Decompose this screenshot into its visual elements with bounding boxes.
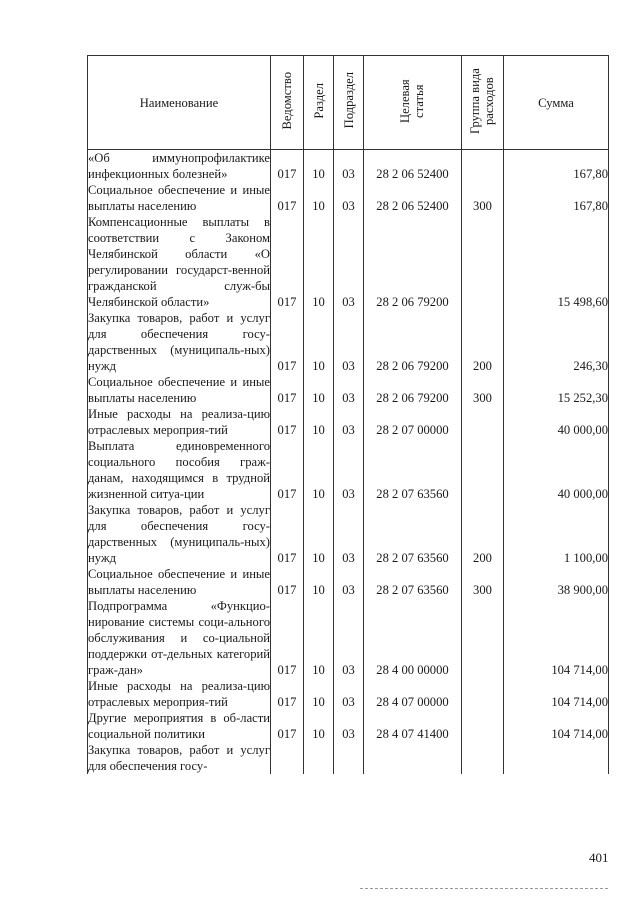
cell-section: 10 bbox=[304, 374, 334, 406]
cell-section: 10 bbox=[304, 598, 334, 678]
header-target-label: Целевая статья bbox=[397, 78, 426, 123]
table-row bbox=[88, 678, 609, 710]
cell-sum: 38 900,00 bbox=[504, 566, 609, 598]
cell-section bbox=[304, 742, 334, 774]
cell-target: 28 4 07 41400 bbox=[364, 710, 462, 742]
cell-group bbox=[462, 150, 504, 183]
cell-dept: 017 bbox=[271, 374, 304, 406]
header-target bbox=[364, 56, 462, 150]
budget-table bbox=[87, 55, 609, 774]
table-row bbox=[88, 502, 609, 566]
cell-dept: 017 bbox=[271, 214, 304, 310]
cell-sum: 104 714,00 bbox=[504, 678, 609, 710]
cell-group bbox=[462, 598, 504, 678]
cell-section: 10 bbox=[304, 710, 334, 742]
cell-target: 28 2 06 52400 bbox=[364, 182, 462, 214]
cell-subsection: 03 bbox=[334, 438, 364, 502]
cell-name: Закупка товаров, работ и услуг для обеспечения госу- bbox=[88, 743, 270, 773]
cell-section: 10 bbox=[304, 310, 334, 374]
cell-subsection: 03 bbox=[334, 678, 364, 710]
cell-target: 28 2 06 79200 bbox=[364, 374, 462, 406]
table-row bbox=[88, 742, 609, 774]
table-row bbox=[88, 310, 609, 374]
header-sum: Сумма bbox=[504, 56, 609, 150]
header-name: Наименование bbox=[88, 56, 271, 150]
cell-target: 28 2 06 52400 bbox=[364, 150, 462, 183]
cell-name: Другие мероприятия в об-ласти социальной политики bbox=[88, 711, 270, 741]
cell-name: «Об иммунопрофилактике инфекционных болезней» bbox=[88, 151, 270, 181]
cell-dept: 017 bbox=[271, 438, 304, 502]
cell-name: Иные расходы на реализа-цию отраслевых мероприя-тий bbox=[88, 407, 270, 437]
cell-sum: 15 252,30 bbox=[504, 374, 609, 406]
cell-group bbox=[462, 406, 504, 438]
header-subsection-label: Подраздел bbox=[341, 72, 356, 129]
cell-section: 10 bbox=[304, 502, 334, 566]
page-number: 401 bbox=[589, 850, 609, 865]
table-row bbox=[88, 406, 609, 438]
cell-subsection: 03 bbox=[334, 406, 364, 438]
cell-sum: 167,80 bbox=[504, 182, 609, 214]
cell-dept: 017 bbox=[271, 502, 304, 566]
cell-target: 28 4 07 00000 bbox=[364, 678, 462, 710]
table-row bbox=[88, 438, 609, 502]
cell-target: 28 2 06 79200 bbox=[364, 214, 462, 310]
cell-name: Закупка товаров, работ и услуг для обеспечения госу-дарственных (муниципаль-ных) нужд bbox=[88, 311, 270, 373]
cell-dept: 017 bbox=[271, 406, 304, 438]
cell-group: 200 bbox=[462, 502, 504, 566]
cell-subsection: 03 bbox=[334, 598, 364, 678]
cell-group: 200 bbox=[462, 310, 504, 374]
cell-target: 28 2 07 63560 bbox=[364, 566, 462, 598]
cell-section: 10 bbox=[304, 438, 334, 502]
cell-sum: 104 714,00 bbox=[504, 598, 609, 678]
header-exp-group-label: Группа вида расходов bbox=[467, 67, 496, 134]
cell-subsection: 03 bbox=[334, 566, 364, 598]
cell-sum: 246,30 bbox=[504, 310, 609, 374]
cell-name: Социальное обеспечение и иные выплаты населению bbox=[88, 567, 270, 597]
table-row bbox=[88, 566, 609, 598]
cell-name: Компенсационные выплаты в соответствии с Законом Челябинской области «О регулировании государст-венной гражданской служ-бы Челябинской области» bbox=[88, 215, 270, 309]
table-header-row bbox=[88, 56, 609, 150]
header-dept-label: Ведомство bbox=[280, 71, 294, 130]
table-row bbox=[88, 214, 609, 310]
cell-target: 28 4 00 00000 bbox=[364, 598, 462, 678]
cell-section: 10 bbox=[304, 214, 334, 310]
cell-group bbox=[462, 678, 504, 710]
cell-dept: 017 bbox=[271, 182, 304, 214]
cell-dept: 017 bbox=[271, 678, 304, 710]
cell-target: 28 2 07 63560 bbox=[364, 502, 462, 566]
cell-target: 28 2 07 63560 bbox=[364, 438, 462, 502]
cell-target: 28 2 06 79200 bbox=[364, 310, 462, 374]
cell-subsection: 03 bbox=[334, 374, 364, 406]
cell-group bbox=[462, 214, 504, 310]
table-row bbox=[88, 374, 609, 406]
table-body bbox=[88, 150, 609, 775]
header-section bbox=[304, 56, 334, 150]
cell-dept: 017 bbox=[271, 310, 304, 374]
cell-group: 300 bbox=[462, 374, 504, 406]
cell-name: Выплата единовременного социального пособия граж-данам, находящимся в трудной жизненной ситуа-ции bbox=[88, 439, 270, 501]
cell-group bbox=[462, 438, 504, 502]
header-section-label: Раздел bbox=[311, 82, 326, 119]
cell-dept bbox=[271, 742, 304, 774]
cell-dept: 017 bbox=[271, 566, 304, 598]
cell-target bbox=[364, 742, 462, 774]
cell-name: Подпрограмма «Функцио-нирование системы соци-ального обслуживания и со-циальной поддержки от-дельных категорий граж-дан» bbox=[88, 599, 270, 677]
cell-section: 10 bbox=[304, 678, 334, 710]
cell-sum: 104 714,00 bbox=[504, 710, 609, 742]
cell-sum: 40 000,00 bbox=[504, 438, 609, 502]
cell-section: 10 bbox=[304, 406, 334, 438]
cell-target: 28 2 07 00000 bbox=[364, 406, 462, 438]
cell-group: 300 bbox=[462, 182, 504, 214]
cell-name: Закупка товаров, работ и услуг для обеспечения госу-дарственных (муниципаль-ных) нужд bbox=[88, 503, 270, 565]
cell-dept: 017 bbox=[271, 150, 304, 183]
table-row bbox=[88, 598, 609, 678]
cell-subsection: 03 bbox=[334, 310, 364, 374]
cell-dept: 017 bbox=[271, 598, 304, 678]
cell-sum bbox=[504, 742, 609, 774]
cell-section: 10 bbox=[304, 566, 334, 598]
cell-name: Социальное обеспечение и иные выплаты населению bbox=[88, 183, 270, 213]
cell-section: 10 bbox=[304, 150, 334, 183]
table-row bbox=[88, 150, 609, 183]
cell-group: 300 bbox=[462, 566, 504, 598]
cell-name: Социальное обеспечение и иные выплаты населению bbox=[88, 375, 270, 405]
header-subsection bbox=[334, 56, 364, 150]
cell-subsection: 03 bbox=[334, 502, 364, 566]
cell-group bbox=[462, 742, 504, 774]
cell-subsection bbox=[334, 742, 364, 774]
cell-sum: 167,80 bbox=[504, 150, 609, 183]
table-row bbox=[88, 710, 609, 742]
table-row bbox=[88, 182, 609, 214]
cell-sum: 15 498,60 bbox=[504, 214, 609, 310]
header-exp-group bbox=[462, 56, 504, 150]
cell-subsection: 03 bbox=[334, 214, 364, 310]
cell-subsection: 03 bbox=[334, 150, 364, 183]
cell-sum: 40 000,00 bbox=[504, 406, 609, 438]
footer-rule bbox=[360, 888, 608, 889]
cell-group bbox=[462, 710, 504, 742]
cell-dept: 017 bbox=[271, 710, 304, 742]
header-dept bbox=[271, 56, 304, 150]
cell-sum: 1 100,00 bbox=[504, 502, 609, 566]
cell-subsection: 03 bbox=[334, 182, 364, 214]
cell-subsection: 03 bbox=[334, 710, 364, 742]
cell-section: 10 bbox=[304, 182, 334, 214]
cell-name: Иные расходы на реализа-цию отраслевых мероприя-тий bbox=[88, 679, 270, 709]
